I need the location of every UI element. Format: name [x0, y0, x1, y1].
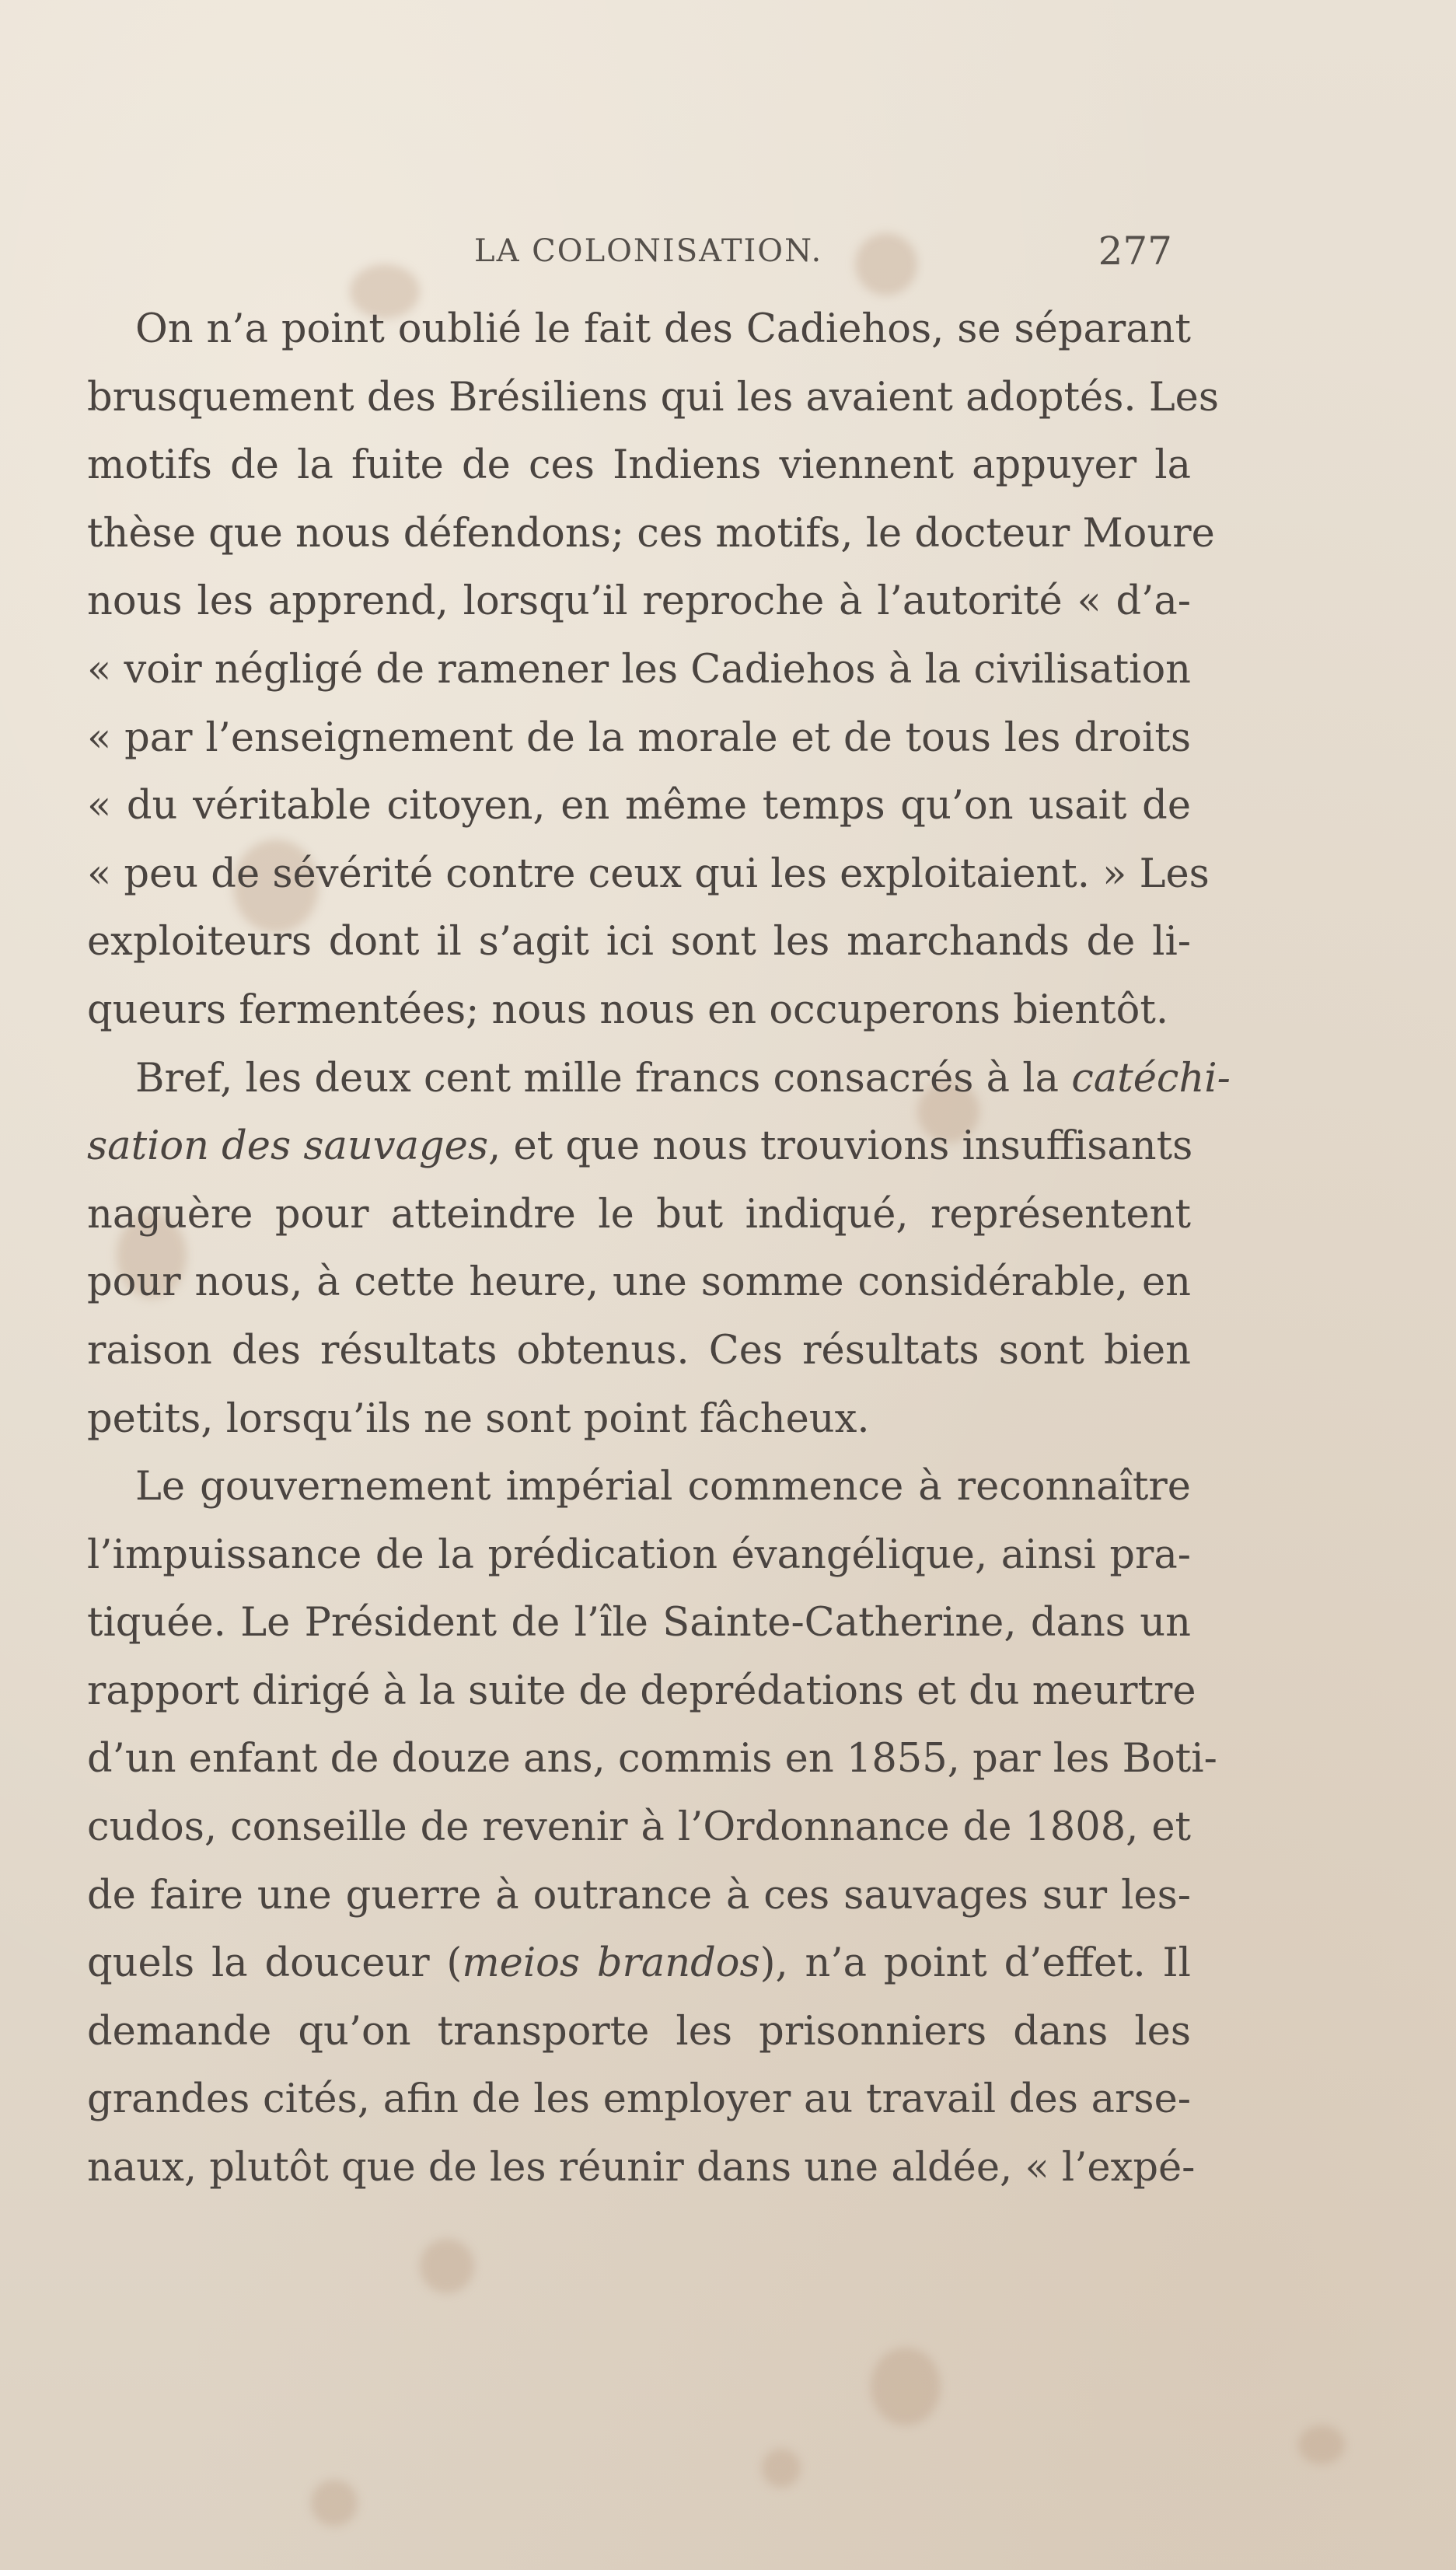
italic-text: sation des sauvages — [87, 1123, 489, 1170]
text-line: d’un enfant de douze ans, commis en 1855, par les Boti- — [87, 1736, 1217, 1783]
text-line: tiquée. Le Président de l’île Sainte-Catherine, dans un — [87, 1600, 1191, 1646]
paragraph — [87, 295, 1220, 1045]
page-number: 277 — [1098, 229, 1172, 274]
text-line: « voir négligé de ramener les Cadiehos à la civilisation — [87, 646, 1191, 693]
text-line — [87, 1112, 1191, 1181]
text-line: « peu de sévérité contre ceux qui les exploitaient. » Les — [87, 850, 1210, 897]
text-line: Le gouvernement impérial commence à reconnaître — [135, 1464, 1191, 1510]
foxing-stain — [311, 2480, 358, 2526]
text-line: nous les apprend, lorsqu’il reproche à l’autorité « d’a- — [87, 578, 1191, 625]
text-line: naguère pour atteindre le but indiqué, représentent — [87, 1191, 1191, 1238]
line-text: quels la douceur ( — [87, 1940, 463, 1987]
foxing-stain — [871, 2348, 941, 2425]
text-line: pour nous, à cette heure, une somme considérable, en — [87, 1259, 1191, 1306]
text-line: raison des résultats obtenus. Ces résultats sont bien — [87, 1327, 1191, 1374]
text-line: « du véritable citoyen, en même temps qu’on usait de — [87, 783, 1191, 829]
text-line: « par l’enseignement de la morale et de tous les droits — [87, 714, 1191, 761]
text-line: petits, lorsqu’ils ne sont point fâcheux. — [87, 1395, 870, 1442]
text-line: On n’a point oublié le fait des Cadiehos, se séparant — [135, 306, 1191, 352]
text-line: cudos, conseille de revenir à l’Ordonnance de 1808, et — [87, 1804, 1191, 1851]
text-line: naux, plutôt que de les réunir dans une aldée, « l’expé- — [87, 2145, 1196, 2191]
line-text: ), n’a point d’effet. Il — [759, 1940, 1191, 1987]
page-header — [0, 229, 1456, 280]
text-line: brusquement des Brésiliens qui les avaient adoptés. Les — [87, 374, 1220, 421]
text-line: grandes cités, afin de les employer au travail des arse- — [87, 2076, 1191, 2123]
italic-text: meios brandos — [462, 1940, 760, 1987]
text-line: motifs de la fuite de ces Indiens viennent appuyer la — [87, 442, 1191, 489]
text-line: demande qu’on transporte les prisonniers dans les — [87, 2008, 1191, 2055]
line-text: Bref, les deux cent mille francs consacrés à la — [135, 1055, 1072, 1102]
line-text: , et que nous trouvions insuffisants — [488, 1123, 1193, 1170]
text-line: queurs fermentées; nous nous en occuperons bientôt. — [87, 986, 1169, 1033]
foxing-stain — [762, 2449, 801, 2488]
paragraph — [87, 1045, 1231, 1454]
text-line — [87, 1045, 1231, 1113]
text-line: rapport dirigé à la suite de deprédations et du meurtre — [87, 1667, 1196, 1714]
body-text — [87, 295, 1231, 2202]
paragraph — [87, 1453, 1217, 2202]
text-line — [87, 1929, 1191, 1998]
running-title: LA COLONISATION. — [474, 233, 823, 269]
foxing-stain — [1298, 2425, 1345, 2464]
text-line: exploiteurs dont il s’agit ici sont les marchands de li- — [87, 919, 1191, 965]
foxing-stain — [420, 2239, 474, 2293]
italic-text: catéchi- — [1071, 1055, 1231, 1102]
text-line: l’impuissance de la prédication évangélique, ainsi pra- — [87, 1531, 1191, 1578]
text-line: thèse que nous défendons; ces motifs, le docteur Moure — [87, 510, 1215, 557]
text-line: de faire une guerre à outrance à ces sauvages sur les- — [87, 1872, 1191, 1919]
